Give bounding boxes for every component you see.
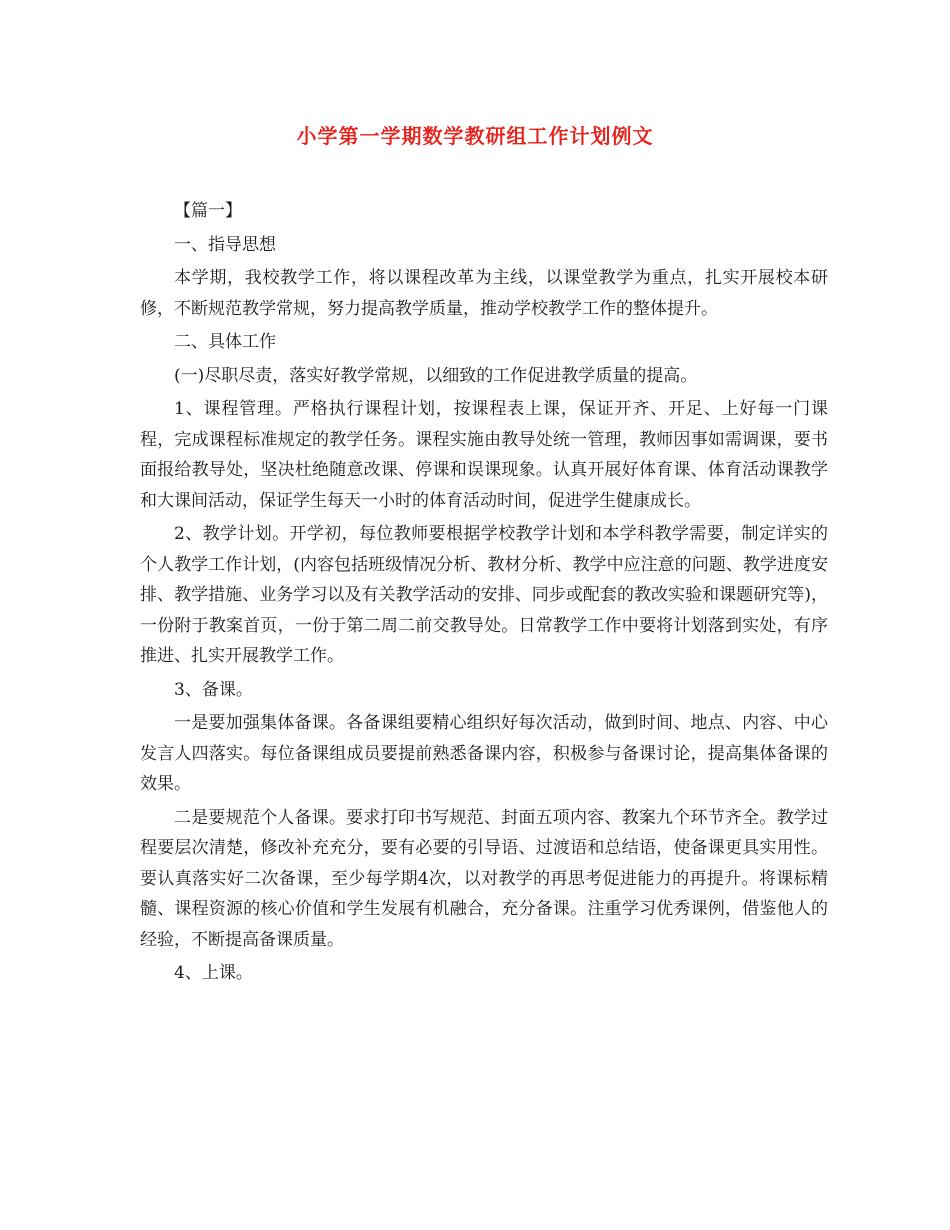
document-title: 小学第一学期数学教研组工作计划例文 xyxy=(296,124,654,148)
section-label: 【篇一】 xyxy=(174,201,242,221)
paragraph: 二是要规范个人备课。要求打印书写规范、封面五项内容、教案九个环节齐全。教学过程要层次清楚，修改补充充分，要有必要的引导语、过渡语和总结语，使备课更具实用性。要认真落实好二次备课，至少每学期4次，以对教学的再思考促进能力的再提升。将课标精髓、课程资源的核心价值和学生发展有机融合，充分备课。注重学习优秀课例，借鉴他人的经验，不断提高备课质量。 xyxy=(140,807,828,950)
paragraph: 2、教学计划。开学初，每位教师要根据学校教学计划和本学科教学需要，制定详实的个人教学工作计划，(内容包括班级情况分析、教材分析、教学中应注意的问题、教学进度安排、教学措施、业务学习以及有关教学活动的安排、同步或配套的教改实验和课题研究等)，一份附于教案首页，一份于第二周二前交教导处。日常教学工作中要将计划落到实处，有序推进、扎实开展教学工作。 xyxy=(140,524,828,666)
paragraph: 本学期，我校教学工作，将以课程改革为主线，以课堂教学为重点，扎实开展校本研修，不断规范教学常规，努力提高教学质量，推动学校教学工作的整体提升。 xyxy=(140,268,828,319)
paragraph: (一)尽职尽责，落实好教学常规，以细致的工作促进教学质量的提高。 xyxy=(174,365,698,386)
paragraph: 1、课程管理。严格执行课程计划，按课程表上课，保证开齐、开足、上好每一门课程，完成课程标准规定的教学任务。课程实施由教导处统一管理，教师因事如需调课，要书面报给教导处，坚决杜绝随意改课、停课和误课现象。认真开展好体育课、体育活动课教学和大课间活动，保证学生每天一小时的体育活动时间，促进学生健康成长。 xyxy=(140,399,828,511)
paragraph: 一是要加强集体备课。各备课组要精心组织好每次活动，做到时间、地点、内容、中心发言人四落实。每位备课组成员要提前熟悉备课内容，积极参与备课讨论，提高集体备课的效果。 xyxy=(140,713,828,794)
heading-guiding-ideology: 一、指导思想 xyxy=(174,234,276,255)
heading-class-teaching: 4、上课。 xyxy=(174,963,253,983)
document-body xyxy=(140,196,828,992)
heading-specific-work: 二、具体工作 xyxy=(174,332,276,352)
heading-lesson-prep: 3、备课。 xyxy=(174,679,253,700)
